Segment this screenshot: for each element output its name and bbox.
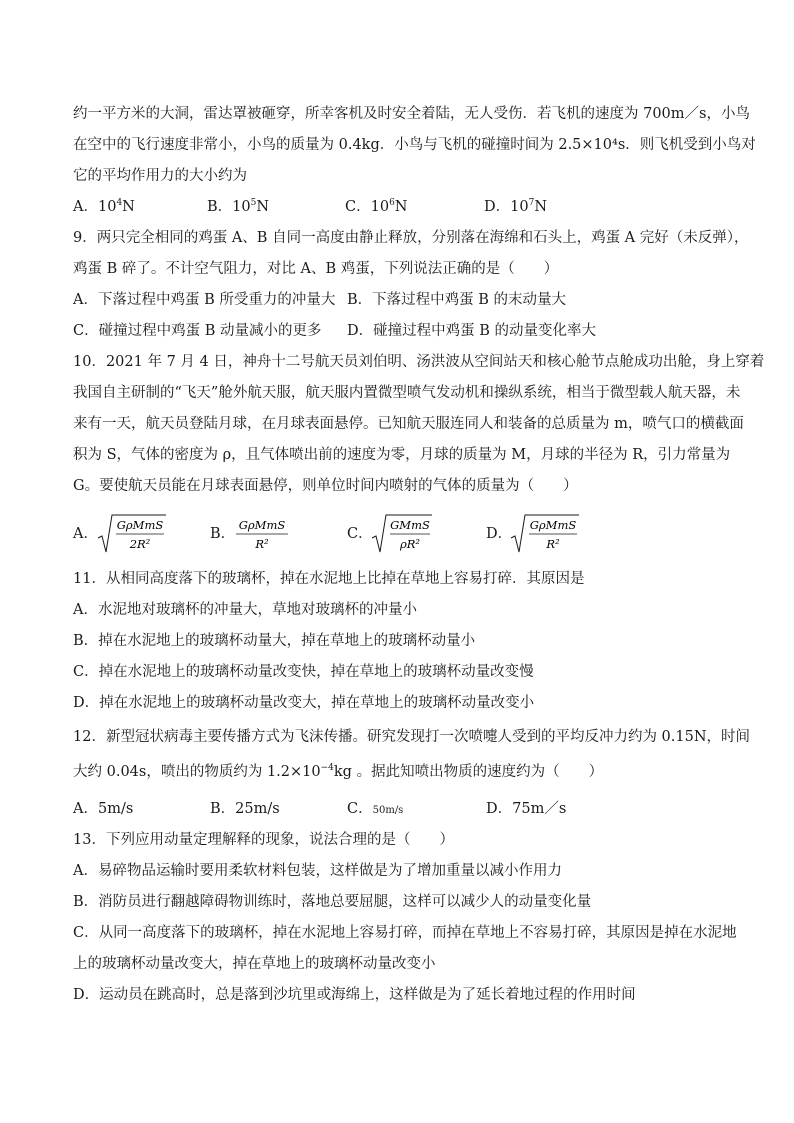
q11-option-a: A．水泥地对玻璃杯的冲量大，草地对玻璃杯的冲量小 [73, 602, 417, 618]
q9-option-c: C．碰撞过程中鸡蛋 B 动量减小的更多 [73, 323, 322, 339]
q8-option-c: C．$10^6N$ [345, 198, 408, 215]
q10-option-a-formula [96, 512, 168, 554]
q13-option-c-line-1: C．从同一高度落下的玻璃杯，掉在水泥地上容易打碎，而掉在草地上不容易打碎，其原因是掉在水泥地 [73, 925, 737, 941]
q10-option-a-letter: A． [73, 526, 98, 542]
q10-d-denominator: R² [546, 537, 560, 551]
q12-line-1: 12．新型冠状病毒主要传播方式为飞沫传播。研究发现打一次喷嚏人受到的平均反冲力约为 0.15N，时间 [73, 729, 751, 745]
q10-line-2: 我国自主研制的“飞天”舱外航天服，航天服内置微型喷气发动机和操纵系统，相当于微型载人航天器，未 [73, 385, 741, 401]
q10-a-numerator: GρMmS [116, 518, 164, 532]
q11-line-1: 11．从相同高度落下的玻璃杯，掉在水泥地上比掉在草地上容易打碎．其原因是 [73, 571, 585, 587]
q10-option-b-letter: B． [210, 526, 236, 542]
q10-option-d-formula [509, 512, 581, 554]
q11-option-c: C．掉在水泥地上的玻璃杯动量改变快，掉在草地上的玻璃杯动量改变慢 [73, 664, 534, 680]
q11-option-d: D．掉在水泥地上的玻璃杯动量改变大，掉在草地上的玻璃杯动量改变小 [73, 695, 535, 711]
q9-line-2: 鸡蛋 B 碎了。不计空气阻力，对比 A、B 鸡蛋，下列说法正确的是（ ） [73, 261, 559, 277]
q10-line-3: 来有一天，航天员登陆月球，在月球表面悬停。已知航天服连同人和装备的总质量为 m，喷气口的横截面 [73, 416, 744, 432]
q8-line-1: 约一平方米的大洞，雷达罩被砸穿，所幸客机及时安全着陆，无人受伤．若飞机的速度为 700m／s，小鸟 [73, 106, 750, 122]
q12-option-b: B．25m/s [210, 801, 280, 817]
q10-option-c-letter: C． [347, 526, 373, 542]
q10-d-numerator: GρMmS [529, 518, 577, 532]
q13-option-a: A．易碎物品运输时要用柔软材料包装，这样做是为了增加重量以减小作用力 [73, 863, 562, 879]
q12-line-2: 大约 0.04s，喷出的物质约为 $1.2\times 10^{-4}kg$ 。据此知喷出物质的速度约为（ ） [73, 763, 604, 780]
q8-line-3: 它的平均作用力的大小约为 [73, 168, 247, 184]
q12-option-a: A．5m/s [73, 801, 134, 817]
q10-line-1: 10．2021 年 7 月 4 日，神舟十二号航天员刘伯明、汤洪波从空间站天和核心舱节点舱成功出舱，身上穿着 [73, 354, 765, 370]
q8-option-a: A．$10^4N$ [73, 198, 135, 215]
q9-line-1: 9．两只完全相同的鸡蛋 A、B 自同一高度由静止释放，分别落在海绵和石头上，鸡蛋 A 完好（未反弹）， [73, 230, 749, 246]
q13-line-1: 13．下列应用动量定理解释的现象，说法合理的是（ ） [73, 832, 454, 848]
q10-b-numerator: GρMmS [238, 518, 286, 532]
q10-line-5: G。要使航天员能在月球表面悬停，则单位时间内喷射的气体的质量为（ ） [73, 478, 578, 494]
q13-option-d: D．运动员在跳高时，总是落到沙坑里或海绵上，这样做是为了延长着地过程的作用时间 [73, 987, 636, 1003]
q10-option-d-letter: D． [486, 526, 513, 542]
q9-option-b: B．下落过程中鸡蛋 B 的末动量大 [347, 292, 567, 308]
q10-line-4: 积为 S，气体的密度为 ρ，且气体喷出前的速度为零，月球的质量为 M，月球的半径为 R，引力常量为 [73, 447, 731, 463]
q12-option-c: C．50m/s [347, 801, 404, 817]
q11-option-b: B．掉在水泥地上的玻璃杯动量大，掉在草地上的玻璃杯动量小 [73, 633, 476, 649]
q12-option-d: D．75m／s [486, 801, 567, 817]
q10-b-denominator: R² [255, 537, 269, 551]
q8-line-2: 在空中的飞行速度非常小，小鸟的质量为 0.4kg．小鸟与飞机的碰撞时间为 2.5×10⁴s．则飞机受到小鸟对 [73, 137, 756, 153]
q10-c-numerator: GMmS [390, 518, 430, 532]
q13-option-b: B．消防员进行翻越障碍物训练时，落地总要屈腿，这样可以减少人的动量变化量 [73, 894, 592, 910]
q10-a-denominator: 2R² [129, 537, 151, 551]
q13-option-c-line-2: 上的玻璃杯动量改变大，掉在草地上的玻璃杯动量改变小 [73, 956, 436, 972]
q10-option-b-formula [232, 512, 292, 554]
q9-option-d: D．碰撞过程中鸡蛋 B 的动量变化率大 [347, 323, 596, 339]
q8-option-d: D．$10^7N$ [484, 198, 548, 215]
q8-option-b: B．$10^5N$ [207, 198, 270, 215]
q10-c-denominator: ρR² [399, 537, 421, 551]
q9-option-a: A．下落过程中鸡蛋 B 所受重力的冲量大 [73, 292, 336, 308]
q10-option-c-formula [370, 512, 434, 554]
